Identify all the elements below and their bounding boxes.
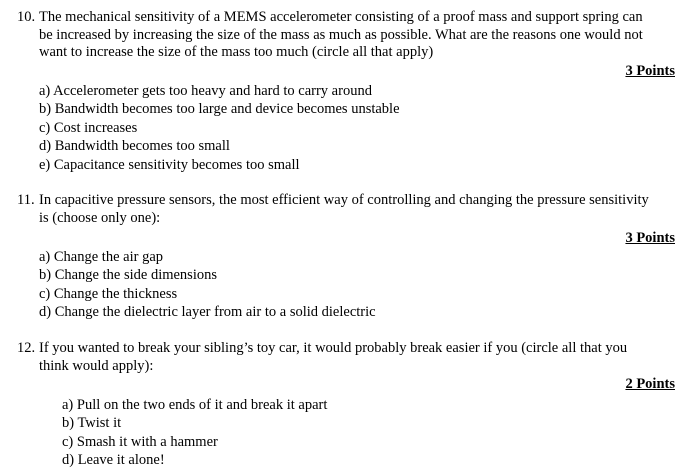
question-number: 12. bbox=[17, 340, 36, 356]
question-body: In capacitive pressure sensors, the most efficient way of controlling and changing the pressure sensitivity is (choose only one): bbox=[39, 192, 649, 226]
option-a[interactable]: a) Accelerometer gets too heavy and hard to carry around bbox=[39, 83, 372, 99]
option-a[interactable]: a) Pull on the two ends of it and break it apart bbox=[62, 397, 328, 413]
question-10-text bbox=[17, 9, 657, 62]
points-label: 3 Points bbox=[625, 230, 675, 246]
question-number: 11. bbox=[17, 192, 35, 208]
option-c[interactable]: c) Cost increases bbox=[39, 119, 138, 136]
option-a[interactable]: a) Change the air gap bbox=[39, 249, 164, 265]
question-12-text bbox=[17, 340, 657, 375]
question-10-options bbox=[39, 82, 400, 174]
points-label: 2 Points bbox=[625, 376, 675, 392]
option-c[interactable]: c) Change the thickness bbox=[39, 285, 178, 302]
option-b[interactable]: b) Bandwidth becomes too large and device becomes unstable bbox=[39, 101, 400, 118]
option-d[interactable]: d) Bandwidth becomes too small bbox=[39, 138, 230, 155]
option-d[interactable]: d) Change the dielectric layer from air to a solid dielectric bbox=[39, 304, 376, 321]
question-number: 10. bbox=[17, 9, 36, 25]
question-body: The mechanical sensitivity of a MEMS accelerometer consisting of a proof mass and support spring can be increased by increasing the size of the mass as much as possible. What are the reasons one would not want to increase the size of the mass too much (circle all that apply) bbox=[39, 9, 643, 61]
option-e[interactable]: e) Capacitance sensitivity becomes too small bbox=[39, 156, 300, 173]
question-body: If you wanted to break your sibling’s toy car, it would probably break easier if you (circle all that you think would apply): bbox=[39, 340, 628, 374]
question-12-options bbox=[62, 396, 327, 470]
question-11-options bbox=[39, 248, 376, 322]
question-11-text bbox=[17, 192, 657, 227]
points-label: 3 Points bbox=[625, 63, 675, 79]
option-b[interactable]: b) Twist it bbox=[62, 415, 122, 432]
option-d[interactable]: d) Leave it alone! bbox=[62, 452, 165, 469]
option-b[interactable]: b) Change the side dimensions bbox=[39, 267, 218, 284]
option-c[interactable]: c) Smash it with a hammer bbox=[62, 433, 218, 450]
